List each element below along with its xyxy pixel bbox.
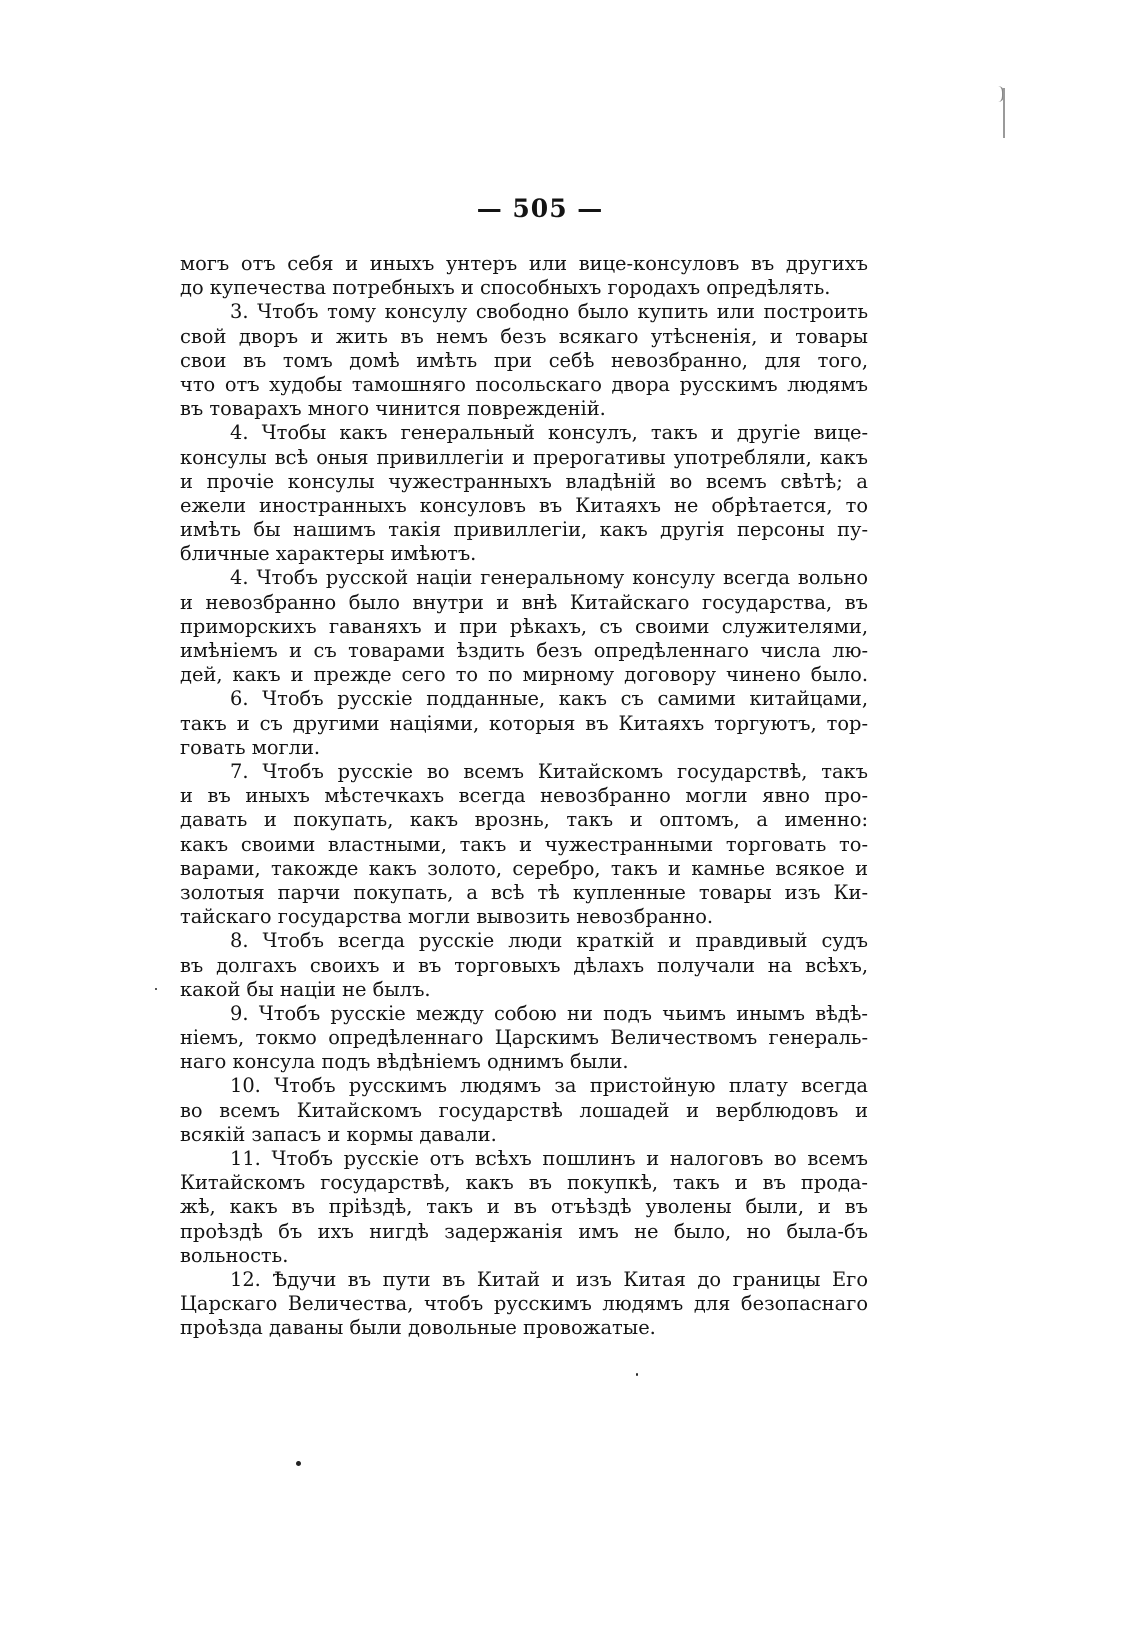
text-line: и невозбранно было внутри и внѣ Китайскаго государства, въ <box>180 590 868 614</box>
paragraph-6 <box>180 687 868 760</box>
text-line: говать могли. <box>180 735 321 759</box>
paragraph-4a <box>180 421 868 566</box>
text-line: до купечества потребныхъ и способныхъ городахъ опредѣлять. <box>180 276 831 300</box>
text-line: наго консула подъ вѣдѣніемъ однимъ были. <box>180 1050 629 1074</box>
text-line: что отъ худобы тамошняго посольскаго двора русскимъ людямъ <box>180 372 868 396</box>
text-line: свой дворъ и жить въ немъ безъ всякаго утѣсненія, и товары <box>180 324 868 348</box>
paragraph-12 <box>180 1268 868 1341</box>
body-text <box>180 252 868 1341</box>
text-line: во всемъ Китайскомъ государствѣ лошадей и верблюдовъ и <box>180 1098 868 1122</box>
text-line: Царскаго Величества, чтобъ русскимъ людямъ для безопаснаго <box>180 1292 868 1316</box>
text-line: жѣ, какъ въ пріѣздѣ, такъ и въ отъѣздѣ уволены были, и въ <box>180 1195 868 1219</box>
text-line: какой бы націи не былъ. <box>180 977 431 1001</box>
text-line: ежели иностранныхъ консуловъ въ Китаяхъ не обрѣтается, то <box>180 493 868 517</box>
text-line: дей, какъ и прежде сего то по мирному договору чинено было. <box>180 663 868 687</box>
paragraph-4b <box>180 566 868 687</box>
text-line: 10. Чтобъ русскимъ людямъ за пристойную плату всегда <box>230 1074 868 1098</box>
text-line: 12. Ѣдучи въ пути въ Китай и изъ Китая до границы Его <box>230 1268 868 1292</box>
text-line: золотыя парчи покупать, а всѣ тѣ купленные товары изъ Ки- <box>180 880 868 904</box>
text-line: Китайскомъ государствѣ, какъ въ покупкѣ, такъ и въ прода- <box>180 1171 868 1195</box>
paragraph-continuation <box>180 252 868 300</box>
scan-speck <box>636 1373 638 1376</box>
text-line: 4. Чтобъ русской націи генеральному консулу всегда вольно <box>230 566 868 590</box>
text-line: бличные характеры имѣютъ. <box>180 542 477 566</box>
text-line: 4. Чтобы какъ генеральный консулъ, такъ и другіе вице- <box>230 421 868 445</box>
text-line: въ долгахъ своихъ и въ торговыхъ дѣлахъ получали на всѣхъ, <box>180 953 868 977</box>
text-line: 9. Чтобъ русскіе между собою ни подъ чьимъ инымъ вѣдѣ- <box>230 1001 868 1025</box>
text-line: 3. Чтобъ тому консулу свободно было купить или построить <box>230 300 868 324</box>
text-line: приморскихъ гаваняхъ и при рѣкахъ, съ своими служителями, <box>180 614 868 638</box>
text-line: 7. Чтобъ русскіе во всемъ Китайскомъ государствѣ, такъ <box>230 760 868 783</box>
text-line: проѣзда даваны были довольные провожатые. <box>180 1316 656 1340</box>
text-line: консулы всѣ оныя привиллегіи и прерогативы употребляли, какъ <box>180 445 868 469</box>
text-line: могъ отъ себя и иныхъ унтеръ или вице-консуловъ въ другихъ <box>180 252 868 275</box>
paragraph-9 <box>180 1002 868 1075</box>
text-line: давать и покупать, какъ врознь, такъ и оптомъ, а именно: <box>180 808 868 832</box>
text-line: варами, такожде какъ золото, серебро, такъ и камнье всякое и <box>180 856 868 880</box>
text-line: и прочіе консулы чужестранныхъ владѣній во всемъ свѣтѣ; а <box>180 469 868 493</box>
text-line: всякій запасъ и кормы давали. <box>180 1122 497 1146</box>
text-line: въ товарахъ много чинится поврежденій. <box>180 397 606 421</box>
text-line: проѣздѣ бъ ихъ нигдѣ задержанія имъ не было, но была-бъ <box>180 1219 868 1243</box>
paragraph-7 <box>180 760 868 929</box>
text-line: 11. Чтобъ русскіе отъ всѣхъ пошлинъ и налоговъ во всемъ <box>230 1147 868 1171</box>
page-number: — 505 — <box>476 194 604 223</box>
text-line: свои въ томъ домѣ имѣть при себѣ невозбранно, для того, <box>180 348 868 372</box>
text-line: и въ иныхъ мѣстечкахъ всегда невозбранно могли явно про- <box>180 784 868 808</box>
text-line: вольность. <box>180 1243 289 1267</box>
text-line: какъ своими властными, такъ и чужестранными торговать то- <box>180 832 868 856</box>
text-line: такъ и съ другими націями, которыя въ Китаяхъ торгуютъ, тор- <box>180 711 868 735</box>
text-line: имѣніемъ и съ товарами ѣздить безъ опредѣленнаго числа лю- <box>180 639 868 663</box>
paragraph-11 <box>180 1147 868 1268</box>
text-line: ніемъ, токмо опредѣленнаго Царскимъ Величествомъ генераль- <box>180 1026 868 1050</box>
scan-speck <box>155 988 157 990</box>
text-line: имѣть бы нашимъ такія привиллегіи, какъ другія персоны пу- <box>180 518 868 542</box>
text-line: 6. Чтобъ русскіе подданные, какъ съ самими китайцами, <box>230 687 868 711</box>
text-line: 8. Чтобъ всегда русскіе люди краткій и правдивый судъ <box>230 929 868 953</box>
paragraph-3 <box>180 300 868 421</box>
paragraph-8 <box>180 929 868 1002</box>
paragraph-10 <box>180 1074 868 1147</box>
text-line: тайскаго государства могли вывозить невозбранно. <box>180 905 714 929</box>
scan-speck <box>296 1461 301 1466</box>
margin-rule <box>1003 88 1005 138</box>
